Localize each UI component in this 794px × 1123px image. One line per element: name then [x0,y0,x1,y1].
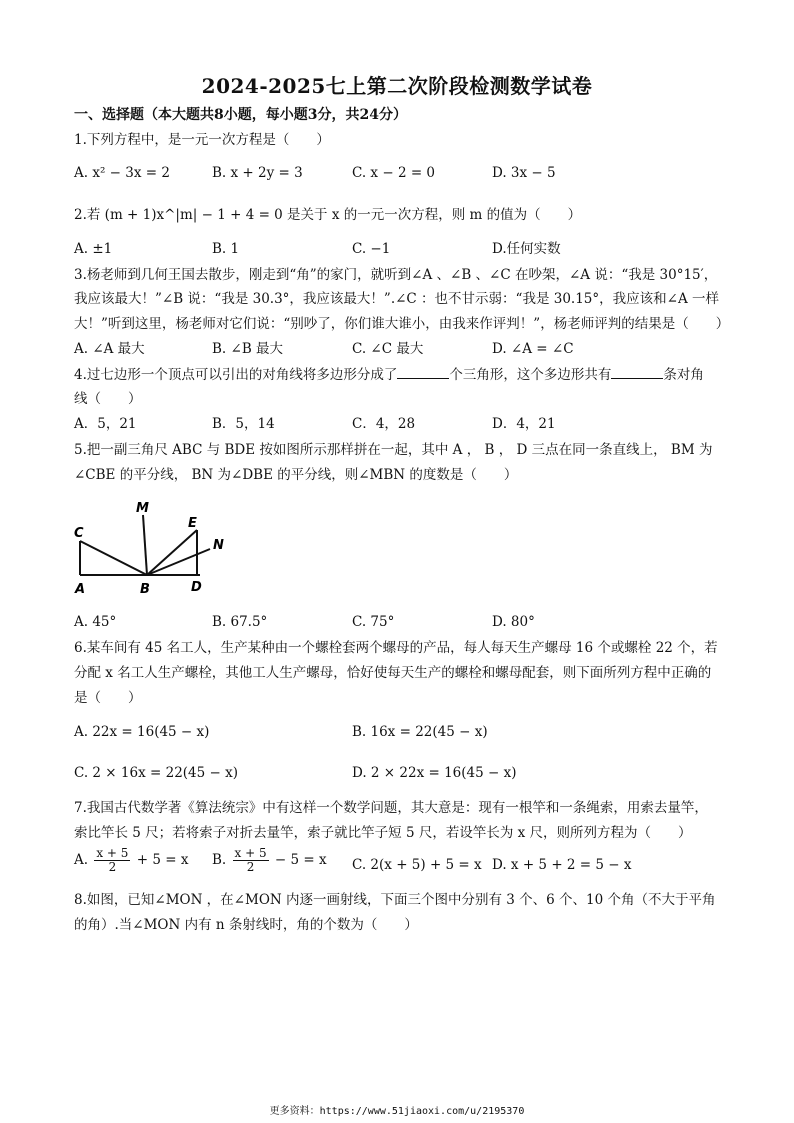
triangle-figure [70,497,240,605]
fraction: $\frac{x + 5}{2}$ [234,846,267,874]
answer-blank [611,366,663,379]
q2-option-a: A. ±1 [74,241,113,257]
q2-option-d: D.任何实数 [492,241,561,257]
q4-option-c: C．4，28 [352,416,416,432]
q7-option-b: B. $\frac{x + 5}{2}$ − 5 = x [212,846,327,874]
q1-option-b: B. x + 2y = 3 [212,165,303,181]
question-6-line-2: 分配 x 名工人生产螺栓，其他工人生产螺母，恰好使每天生产的螺栓和螺母配套，则下面所列方程中正确的 [74,665,712,681]
question-3-line-2: 我应该最大！”∠B 说：“我是 30.3°，我应该最大！”.∠C ：也不甘示弱：“我是 30.15°，我应该和∠A 一样 [74,291,719,307]
page-title: 2024-2025七上第二次阶段检测数学试卷 [201,74,593,98]
q4-text-part-1: 4.过七边形一个顶点可以引出的对角线将多边形分成了 [74,367,398,383]
side-cb [80,541,147,575]
q5-option-d: D. 80° [492,614,535,630]
label-a: A [75,582,86,597]
label-n: N [213,538,224,553]
q5-option-c: C. 75° [352,614,395,630]
q4-text-part-2: 个三角形，这个多边形共有 [449,367,612,383]
question-7-line-1: 7.我国古代数学著《算法统宗》中有这样一个数学问题，其大意是：现有一根竿和一条绳索，用索去量竿， [74,800,708,816]
q1-option-c: C. x − 2 = 0 [352,165,436,181]
q1-option-d: D. 3x − 5 [492,165,556,181]
side-be [147,530,197,575]
question-7-line-2: 索比竿长 5 尺；若将索子对折去量竿，索子就比竿子短 5 尺，若设竿长为 x 尺，则所列方程为（ ） [74,825,692,841]
label-c: C [74,526,84,541]
question-8-line-1: 8.如图，已知∠MON ，在∠MON 内逐一画射线，下面三个图中分别有 3 个、6 个、10 个角（不大于平角 [74,892,716,908]
q3-option-c: C. ∠C 最大 [352,341,424,357]
question-6-line-3: 是（ ） [74,690,142,706]
q4-option-b: B．5，14 [212,416,275,432]
label-e: E [188,516,197,531]
answer-blank [397,366,449,379]
q5-option-b: B. 67.5° [212,614,268,630]
question-4-line-1 [74,366,704,384]
q2-option-b: B. 1 [212,241,240,257]
question-3-line-3: 大！”听到这里，杨老师对它们说：“别吵了，你们谁大谁小，由我来作评判！”，杨老师评判的结果是（ ） [74,316,730,332]
q6-option-b: B. 16x = 22(45 − x) [352,724,488,740]
label-b: B [140,582,150,597]
question-5-line-1: 5.把一副三角尺 ABC 与 BDE 按如图所示那样拼在一起，其中 A ， B ， D 三点在同一条直线上， BM 为 [74,442,713,458]
question-4-line-2: 线（ ） [74,391,142,407]
question-5-line-2: ∠CBE 的平分线， BN 为∠DBE 的平分线，则∠MBN 的度数是（ ） [74,467,518,483]
q6-option-d: D. 2 × 22x = 16(45 − x) [352,765,517,781]
ray-bm [143,515,147,575]
q7-option-d: D. x + 5 + 2 = 5 − x [492,857,632,873]
ray-bn [147,549,210,575]
q6-option-a: A. 22x = 16(45 − x) [74,724,210,740]
question-6-line-1: 6.某车间有 45 名工人，生产某种由一个螺栓套两个螺母的产品，每人每天生产螺母 16 个或螺栓 22 个，若 [74,640,718,656]
q7-option-a: A. $\frac{x + 5}{2}$ + 5 = x [74,846,189,874]
q7-option-c: C. 2(x + 5) + 5 = x [352,857,482,873]
question-3-line-1: 3.杨老师到几何王国去散步，刚走到“角”的家门，就听到∠A 、∠B 、∠C 在吵架，∠A 说：“我是 30°15′， [74,267,718,283]
q4-option-a: A．5，21 [74,416,137,432]
q3-option-d: D. ∠A = ∠C [492,341,574,357]
q3-option-b: B. ∠B 最大 [212,341,284,357]
q2-option-c: C. −1 [352,241,391,257]
q5-option-a: A. 45° [74,614,117,630]
q4-text-part-3: 条对角 [663,367,704,383]
q4-option-d: D．4，21 [492,416,556,432]
question-2-stem: 2.若 (m + 1)x^|m| − 1 + 4 = 0 是关于 x 的一元一次方程，则 m 的值为（ ） [74,207,582,223]
section-heading: 一、选择题（本大题共8小题，每小题3分，共24分） [74,107,407,123]
q3-option-a: A. ∠A 最大 [74,341,145,357]
label-d: D [191,580,202,595]
q6-option-c: C. 2 × 16x = 22(45 − x) [74,765,238,781]
question-1-stem: 1.下列方程中，是一元一次方程是（ ） [74,132,330,148]
fraction: $\frac{x + 5}{2}$ [96,846,129,874]
question-8-line-2: 的角）.当∠MON 内有 n 条射线时，角的个数为（ ） [74,917,418,933]
label-m: M [136,501,149,516]
q1-option-a: A. x² − 3x = 2 [74,165,170,181]
footer-link[interactable]: 更多资料：https://www.51jiaoxi.com/u/2195370 [269,1106,525,1117]
